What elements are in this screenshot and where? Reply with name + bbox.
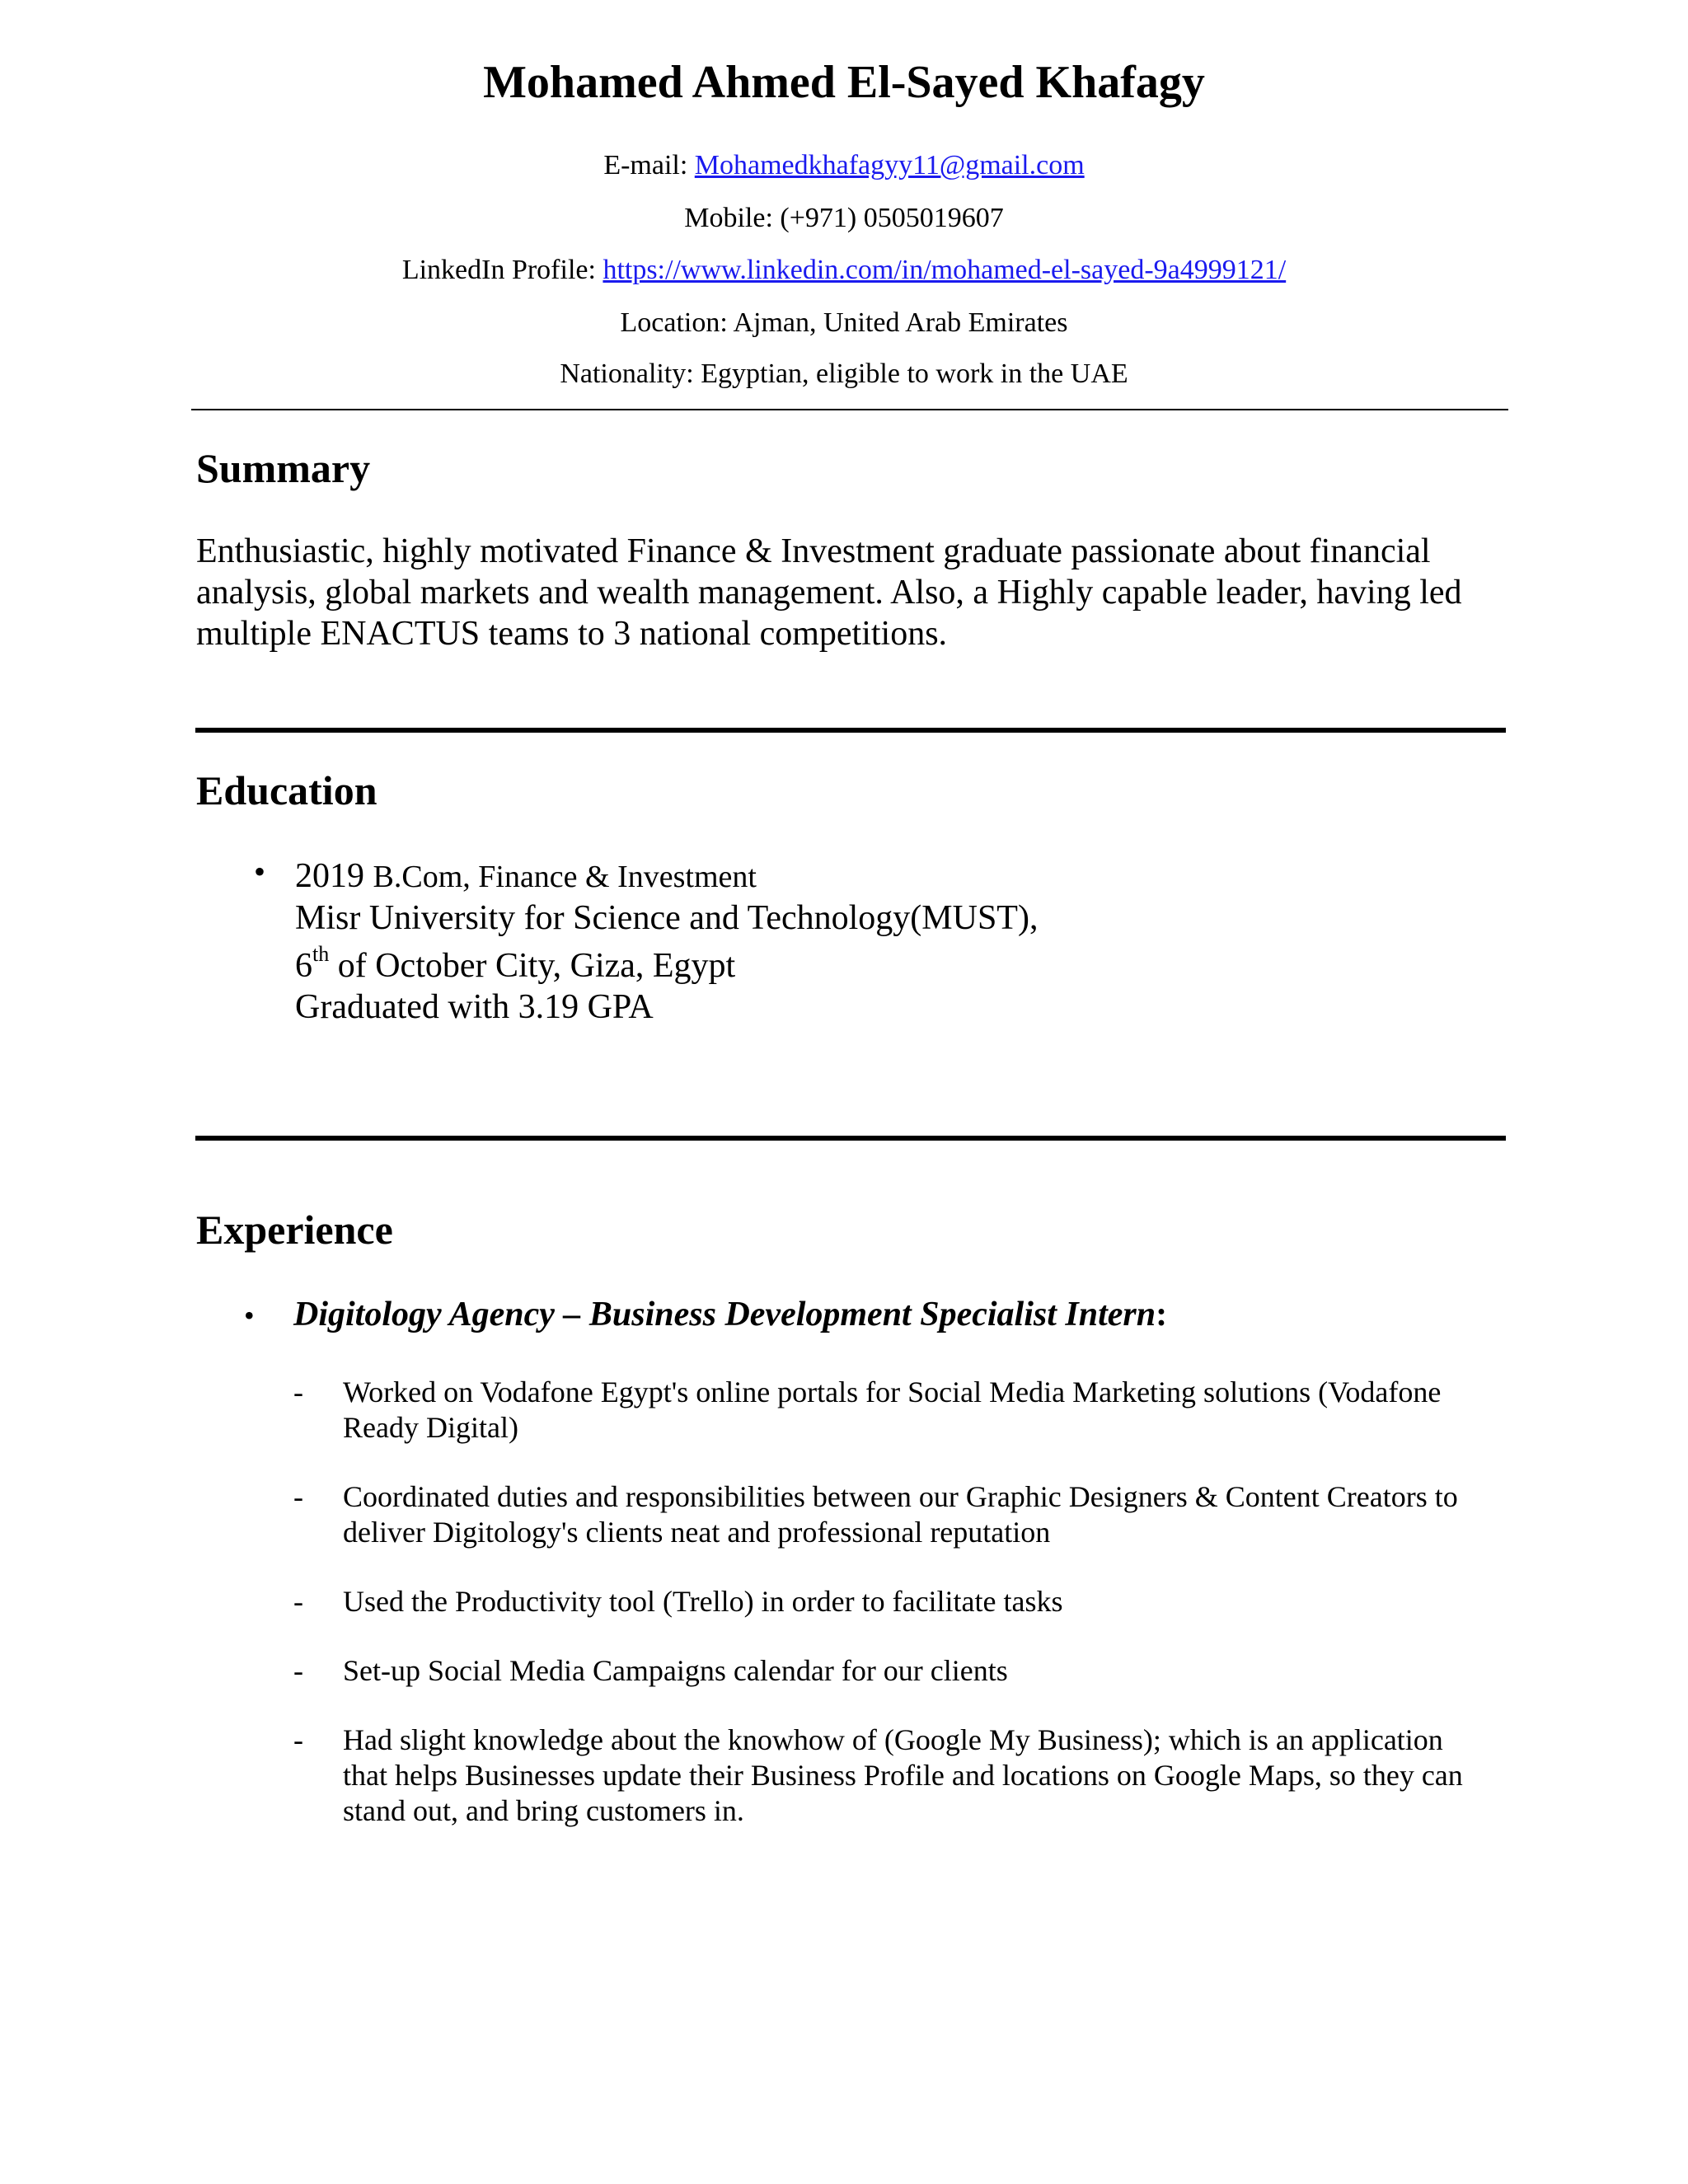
duty-list xyxy=(293,1375,1489,1863)
duty-item xyxy=(293,1653,1489,1689)
duty-dash: - xyxy=(293,1654,303,1687)
experience-bullet: • xyxy=(244,1299,255,1332)
education-degree-line xyxy=(295,855,1498,898)
email-line xyxy=(0,150,1688,180)
email-label: E-mail: xyxy=(603,150,688,180)
duty-text: Set-up Social Media Campaigns calendar for our clients xyxy=(343,1654,1008,1687)
duty-text: Had slight knowledge about the knowhow of (Google My Business); which is an application that helps Businesses update their Business Profile and locations on Google Maps, so they can stand out, and bring customers in. xyxy=(343,1723,1463,1827)
linkedin-label: LinkedIn Profile: xyxy=(401,255,596,285)
linkedin-link[interactable]: https://www.linkedin.com/in/mohamed-el-sayed-9a4999121/ xyxy=(603,255,1287,285)
location-line xyxy=(0,307,1688,338)
header-divider xyxy=(191,409,1508,410)
education-heading: Education xyxy=(196,767,377,813)
job-title-colon: : xyxy=(1156,1296,1168,1333)
experience-heading: Experience xyxy=(196,1207,393,1253)
duty-text: Worked on Vodafone Egypt's online portals for Social Media Marketing solutions (Vodafone Ready Digital) xyxy=(343,1376,1442,1444)
nationality-label: Nationality: xyxy=(560,359,694,389)
summary-heading: Summary xyxy=(196,445,371,491)
duty-item xyxy=(293,1584,1489,1619)
location-label: Location: xyxy=(620,307,728,338)
summary-divider xyxy=(195,728,1506,733)
education-university: Misr University for Science and Technology(MUST), xyxy=(295,899,1039,937)
duty-item xyxy=(293,1722,1489,1829)
duty-item xyxy=(293,1375,1489,1446)
education-city xyxy=(295,942,1498,987)
duty-item xyxy=(293,1479,1489,1550)
nationality-line xyxy=(0,359,1688,389)
education-degree: B.Com, Finance & Investment xyxy=(373,860,757,894)
email-link[interactable]: Mohamedkhafagyy11@gmail.com xyxy=(694,150,1085,180)
location-value: Ajman, United Arab Emirates xyxy=(733,307,1068,338)
mobile-number: (+971) 0505019607 xyxy=(780,203,1004,233)
job-title xyxy=(293,1297,1167,1332)
education-city-suffix: th xyxy=(312,942,330,966)
education-city-number: 6 xyxy=(295,947,312,985)
education-bullet: • xyxy=(254,853,266,890)
duty-dash: - xyxy=(293,1480,303,1513)
education-year: 2019 xyxy=(295,857,364,895)
mobile-line xyxy=(0,203,1688,233)
education-gpa: Graduated with 3.19 GPA xyxy=(295,988,654,1026)
duty-dash: - xyxy=(293,1376,303,1408)
education-divider xyxy=(195,1136,1506,1141)
mobile-label: Mobile: xyxy=(684,203,773,233)
education-city-rest: of October City, Giza, Egypt xyxy=(329,947,736,985)
candidate-name: Mohamed Ahmed El-Sayed Khafagy xyxy=(483,57,1205,108)
nationality-value: Egyptian, eligible to work in the UAE xyxy=(701,359,1128,389)
duty-dash: - xyxy=(293,1723,303,1756)
job-title-text: Digitology Agency – Business Development Specialist Intern xyxy=(293,1296,1156,1333)
summary-text: Enthusiastic, highly motivated Finance & Investment graduate passionate about financial analysis, global markets and wealth management. Also, a Highly capable leader, having led multiple ENACTUS teams to 3 national competitions. xyxy=(196,532,1462,653)
duty-text: Coordinated duties and responsibilities between our Graphic Designers & Content Creators to deliver Digitology's clients neat and professional reputation xyxy=(343,1480,1458,1549)
duty-text: Used the Productivity tool (Trello) in order to facilitate tasks xyxy=(343,1585,1063,1618)
education-entry xyxy=(295,855,1498,1028)
duty-dash: - xyxy=(293,1585,303,1618)
linkedin-line xyxy=(0,255,1688,285)
